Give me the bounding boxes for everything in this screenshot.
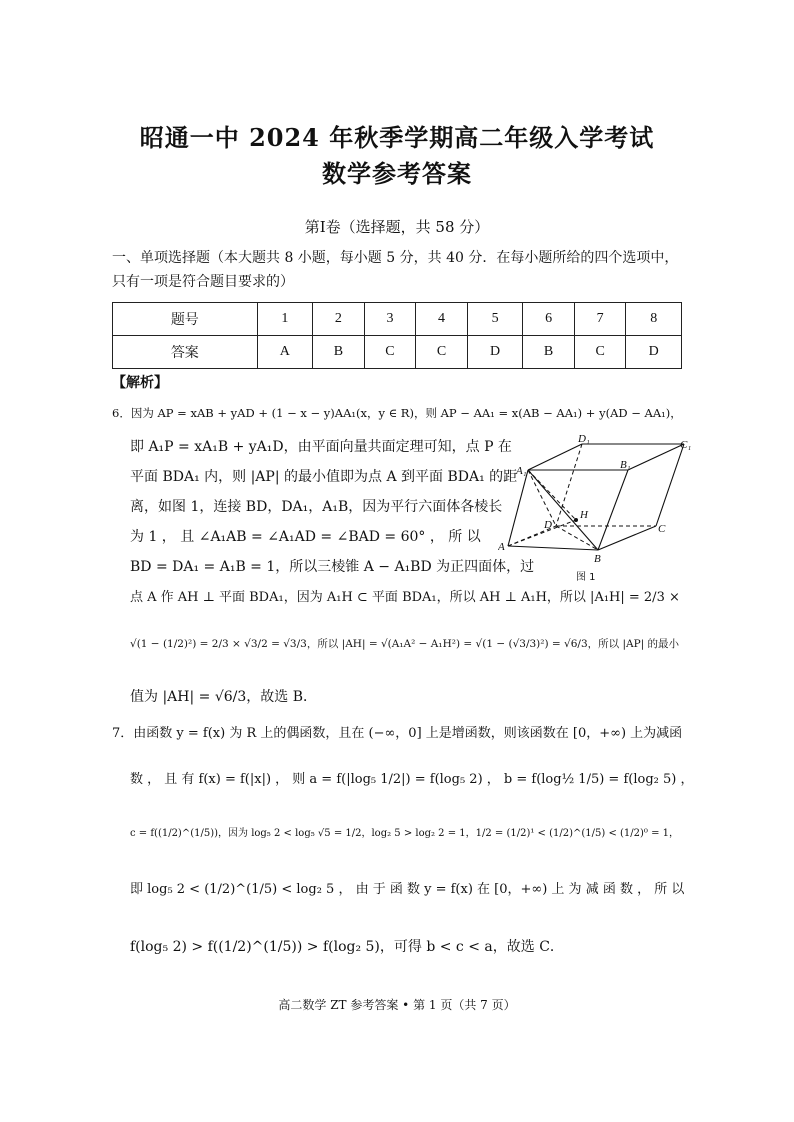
answer-table (112, 302, 682, 369)
page-title: 昭通一中 2024 年秋季学期高二年级入学考试 (139, 123, 655, 152)
q7-line-5: f(log₅ 2) > f((1/2)^(1/5)) > f(log₂ 5)，可得 b < c < a，故选 C． (130, 939, 564, 955)
question-number: 3 (364, 303, 416, 336)
label-d: D (544, 519, 552, 531)
answer-cell: C (364, 336, 416, 369)
parallelepiped-figure (498, 434, 694, 584)
question-number: 6 (523, 303, 575, 336)
label-b: B (594, 553, 601, 565)
q6-line-2: 即 A₁P = xA₁B + yA₁D，由平面向量共面定理可知，点 P 在 (130, 439, 512, 455)
q6-line-5: 为 1 ， 且 ∠A₁AB = ∠A₁AD = ∠BAD = 60° ， 所 以 (130, 529, 481, 545)
row-label-number: 题号 (113, 303, 258, 336)
label-h: H (580, 509, 588, 521)
q6-line-8: √(1 − (1/2)²) = 2/3 × √3/2 = √3/3，所以 |AH| = √(A₁A² − A₁H²) = √(1 − (√3/3)²) = √6/3，所以 |AP| 的最小 (130, 638, 680, 650)
q7-line-1: 7．由函数 y = f(x) 为 R 上的偶函数，且在 (−∞，0] 上是增函数，则该函数在 [0，+∞) 上为减函 (112, 726, 683, 741)
label-a: A (498, 541, 505, 553)
section-intro: 一、单项选择题（本大题共 8 小题，每小题 5 分，共 40 分．在每小题所给的四个选项中，只有一项是符合题目要求的） (112, 250, 679, 290)
row-label-answer: 答案 (113, 336, 258, 369)
point-h (574, 518, 578, 522)
part-heading: 第Ⅰ卷（选择题，共 58 分） (304, 218, 490, 236)
answer-cell: B (313, 336, 365, 369)
q6-line-6: BD = DA₁ = A₁B = 1，所以三棱锥 A − A₁BD 为正四面体，过 (130, 559, 535, 575)
answer-cell: A (257, 336, 312, 369)
label-d1: D₁ (578, 434, 590, 445)
page-footer: 高二数学 ZT 参考答案 • 第 1 页（共 7 页） (278, 998, 516, 1012)
figure-caption: 图 1 (576, 572, 596, 583)
answer-cell: D (467, 336, 522, 369)
question-number: 8 (626, 303, 682, 336)
q6-line-3: 平面 BDA₁ 内，则 |AP| 的最小值即为点 A 到平面 BDA₁ 的距 (130, 469, 518, 485)
label-c1: C₁ (680, 439, 692, 451)
answer-cell: C (416, 336, 468, 369)
page-subtitle: 数学参考答案 (322, 159, 472, 188)
table-row-answers (113, 336, 682, 369)
answer-cell: B (523, 336, 575, 369)
question-number: 5 (467, 303, 522, 336)
q7-line-3: c = f((1/2)^(1/5))，因为 log₅ 2 < log₅ √5 = 1/2，log₂ 5 > log₂ 2 = 1，1/2 = (1/2)¹ < (1/2)^(1/5) < (1/2)⁰ = 1， (130, 828, 680, 839)
label-a1: A₁ (516, 465, 527, 477)
answer-cell: D (626, 336, 682, 369)
question-number: 4 (416, 303, 468, 336)
question-number: 1 (257, 303, 312, 336)
q7-line-4: 即 log₅ 2 < (1/2)^(1/5) < log₂ 5 ， 由 于 函 数 y = f(x) 在 [0，+∞) 上 为 减 函 数 ， 所 以 (130, 882, 685, 897)
label-c: C (658, 523, 666, 535)
q6-line-4: 离，如图 1，连接 BD，DA₁，A₁B，因为平行六面体各棱长 (130, 499, 503, 515)
answer-cell: C (574, 336, 626, 369)
analysis-label: 【解析】 (112, 375, 168, 391)
q6-line-9: 值为 |AH| = √6/3，故选 B． (130, 689, 318, 705)
label-b1: B₁ (620, 459, 631, 471)
question-number: 7 (574, 303, 626, 336)
question-number: 2 (313, 303, 365, 336)
q6-line-1: 6．因为 AP = xAB + yAD + (1 − x − y)AA₁(x，y ∈ R)，则 AP − AA₁ = x(AB − AA₁) + y(AD − AA₁)， (112, 406, 682, 420)
table-row-numbers (113, 303, 682, 336)
q6-line-7: 点 A 作 AH ⊥ 平面 BDA₁，因为 A₁H ⊂ 平面 BDA₁，所以 AH ⊥ A₁H，所以 |A₁H| = 2/3 × (130, 590, 680, 605)
q7-line-2: 数 ， 且 有 f(x) = f(|x|) ， 则 a = f(|log₅ 1/2|) = f(log₅ 2) ， b = f(log½ 1/5) = f(log₂ 5) ， (130, 772, 694, 787)
